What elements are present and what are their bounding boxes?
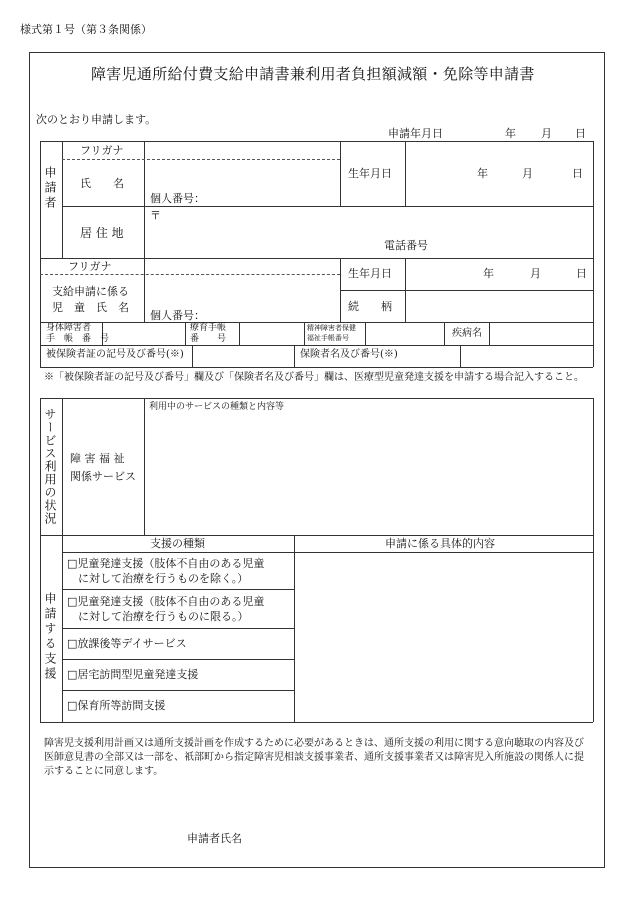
- insurance-note: ※「被保険者証の記号及び番号」欄及び「保険者名及び番号」欄は、医療型児童発達支援を申請する場合記入すること。: [44, 372, 584, 383]
- applicant-address-label: 居 住 地: [80, 226, 124, 240]
- applicant-phone-label: 電話番号: [384, 239, 428, 252]
- insurer-label: 保険者名及び番号(※): [300, 349, 398, 360]
- mental-cert-label-2: 福祉手帳番号: [307, 334, 349, 342]
- child-birth-month: 月: [530, 267, 541, 280]
- applicant-section-label: 申請者: [43, 166, 57, 211]
- support-option-4[interactable]: □居宅訪問型児童発達支援: [67, 668, 199, 681]
- physical-cert-label-1: 身体障害者: [46, 323, 92, 333]
- application-date-year: 年: [505, 127, 516, 140]
- support-section-label: 申請する支援: [43, 592, 57, 682]
- child-name-label-1: 支給申請に係る: [52, 285, 129, 298]
- form-number: 様式第１号（第３条関係）: [20, 23, 152, 36]
- support-option-5[interactable]: □保育所等訪問支援: [67, 699, 166, 712]
- child-relation-label: 続 柄: [348, 300, 392, 313]
- intro-text: 次のとおり申請します。: [36, 113, 157, 126]
- applicant-my-number-label: 個人番号：: [150, 192, 205, 205]
- applicant-furigana-label: フリガナ: [80, 144, 124, 157]
- child-name-label-2: 児 童 氏 名: [52, 301, 129, 314]
- applicant-birth-day: 日: [572, 167, 583, 180]
- service-usage-section-label: サービス利用の状況: [43, 408, 57, 525]
- child-my-number-label: 個人番号：: [150, 309, 205, 322]
- support-detail-header: 申請に係る具体的内容: [385, 537, 495, 550]
- mental-cert-label-1: 精神障害者保健: [307, 324, 356, 332]
- child-birth-date-label: 生年月日: [348, 267, 392, 280]
- support-option-3[interactable]: □放課後等デイサービス: [67, 637, 187, 650]
- support-option-2-line1: □児童発達支援（肢体不自由のある児童: [67, 595, 265, 608]
- disease-label: 疾病名: [452, 328, 482, 339]
- applicant-name-label: 氏 名: [80, 177, 124, 190]
- rehab-cert-label-2: 番 号: [190, 334, 227, 344]
- application-date-label: 申請年月日: [388, 127, 443, 140]
- support-type-header: 支援の種類: [150, 537, 205, 550]
- insurance-cert-label: 被保険者証の記号及び番号(※): [46, 349, 184, 360]
- form-title: 障害児通所給付費支給申請書兼利用者負担額減額・免除等申請書: [91, 65, 535, 83]
- rehab-cert-label-1: 療育手帳: [190, 323, 227, 333]
- service-category-label-1: 障 害 福 祉: [70, 452, 125, 465]
- postal-mark: 〒: [150, 209, 161, 222]
- signature-label: 申請者氏名: [187, 832, 242, 845]
- consent-text-2: 医師意見書の全部又は一部を、祇部町から指定障害児相談支援事業者、通所支援事業者又は障害児入所施設の関係人に提: [44, 752, 584, 763]
- support-option-1-line1: □児童発達支援（肢体不自由のある児童: [67, 557, 265, 570]
- physical-cert-label-2: 手 帳 番 号: [46, 334, 110, 344]
- child-birth-day: 日: [576, 267, 587, 280]
- consent-text-3: 示することに同意します。: [44, 766, 164, 777]
- application-date-day: 日: [575, 127, 586, 140]
- service-content-label: 利用中のサービスの種類と内容等: [149, 402, 285, 412]
- child-birth-year: 年: [483, 267, 494, 280]
- application-date-month: 月: [541, 127, 552, 140]
- support-option-2-line2: に対して治療を行うものに限る。）: [67, 610, 249, 623]
- child-furigana-label: フリガナ: [68, 260, 112, 273]
- service-category-label-2: 関係サービス: [70, 470, 136, 483]
- applicant-birth-date-label: 生年月日: [348, 167, 392, 180]
- consent-text-1: 障害児支援利用計画又は通所支援計画を作成するために必要があるときは、通所支援の利用に関する意向聴取の内容及び: [44, 738, 584, 749]
- support-option-1-line2: に対して治療を行うものを除く。）: [67, 572, 249, 585]
- applicant-birth-year: 年: [477, 167, 488, 180]
- applicant-birth-month: 月: [522, 167, 533, 180]
